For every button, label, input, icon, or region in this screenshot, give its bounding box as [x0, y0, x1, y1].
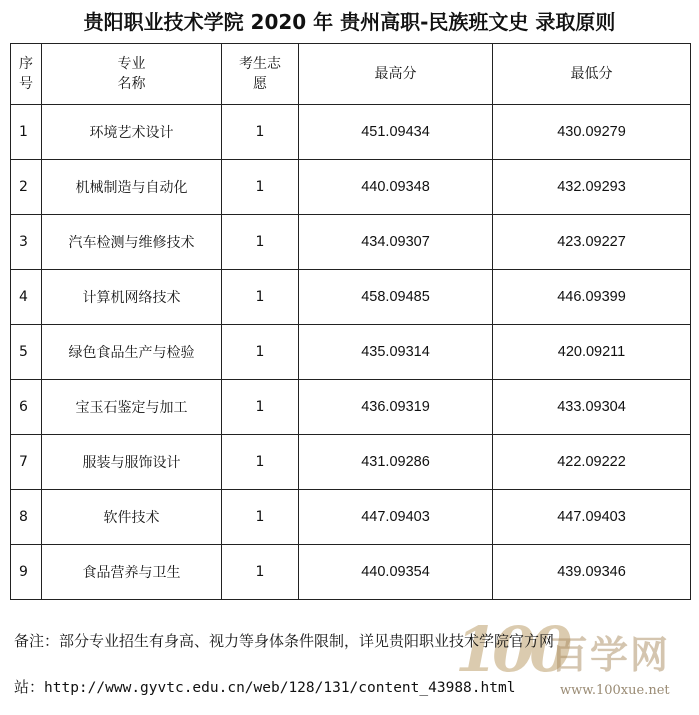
- header-no: [11, 44, 42, 105]
- header-min: 最低分: [493, 44, 691, 105]
- watermark-site-name: 百学网: [550, 633, 671, 677]
- row-major: 软件技术: [42, 490, 222, 545]
- row-min-score: 423.09227: [493, 215, 691, 270]
- table-row: [11, 215, 691, 270]
- row-wish: 1: [222, 380, 299, 435]
- row-major: 绿色食品生产与检验: [42, 325, 222, 380]
- row-min-score: 420.09211: [493, 325, 691, 380]
- admission-table: [10, 43, 691, 600]
- row-wish: 1: [222, 160, 299, 215]
- row-major: 机械制造与自动化: [42, 160, 222, 215]
- note-line2-prefix: 站：: [14, 678, 45, 696]
- row-wish: 1: [222, 325, 299, 380]
- row-min-score: 422.09222: [493, 435, 691, 490]
- row-no: 6: [11, 380, 42, 435]
- row-min-score: 446.09399: [493, 270, 691, 325]
- table-row: [11, 325, 691, 380]
- header-major: [42, 44, 222, 105]
- row-max-score: 435.09314: [299, 325, 493, 380]
- row-no: 7: [11, 435, 42, 490]
- row-max-score: 431.09286: [299, 435, 493, 490]
- row-wish: 1: [222, 270, 299, 325]
- table-row: [11, 490, 691, 545]
- watermark-url: www.100xue.net: [560, 683, 670, 698]
- row-max-score: 436.09319: [299, 380, 493, 435]
- note-line1: 备注：部分专业招生有身高、视力等身体条件限制，详见贵阳职业技术学院官方网: [14, 632, 555, 650]
- header-max: 最高分: [299, 44, 493, 105]
- header-major-line1: 专业: [117, 56, 146, 72]
- table-row: [11, 380, 691, 435]
- page-title: 贵阳职业技术学院 2020 年 贵州高职-民族班文史 录取原则: [83, 10, 616, 34]
- table-row: [11, 435, 691, 490]
- watermark-logo: 100: [455, 613, 567, 686]
- row-max-score: 447.09403: [299, 490, 493, 545]
- table-row: [11, 160, 691, 215]
- row-max-score: 458.09485: [299, 270, 493, 325]
- row-no: 4: [11, 270, 42, 325]
- row-min-score: 433.09304: [493, 380, 691, 435]
- row-no: 3: [11, 215, 42, 270]
- official-url-link[interactable]: http://www.gyvtc.edu.cn/web/128/131/content_43988.html: [44, 680, 516, 696]
- row-min-score: 430.09279: [493, 105, 691, 160]
- header-wish-line1: 考生志: [239, 56, 281, 72]
- row-min-score: 439.09346: [493, 545, 691, 600]
- table-header-row: [11, 44, 691, 105]
- row-no: 9: [11, 545, 42, 600]
- row-min-score: 447.09403: [493, 490, 691, 545]
- row-major: 计算机网络技术: [42, 270, 222, 325]
- note-line2: [14, 676, 515, 697]
- row-major: 食品营养与卫生: [42, 545, 222, 600]
- row-wish: 1: [222, 435, 299, 490]
- row-max-score: 451.09434: [299, 105, 493, 160]
- row-max-score: 440.09348: [299, 160, 493, 215]
- row-no: 2: [11, 160, 42, 215]
- row-major: 汽车检测与维修技术: [42, 215, 222, 270]
- header-no-line2: 号: [19, 76, 33, 92]
- row-min-score: 432.09293: [493, 160, 691, 215]
- row-major: 服装与服饰设计: [42, 435, 222, 490]
- table-row: [11, 105, 691, 160]
- table-row: [11, 270, 691, 325]
- row-no: 8: [11, 490, 42, 545]
- header-no-line1: 序: [19, 56, 33, 72]
- row-wish: 1: [222, 545, 299, 600]
- row-no: 5: [11, 325, 42, 380]
- header-wish-line2: 愿: [253, 76, 267, 92]
- row-wish: 1: [222, 215, 299, 270]
- row-wish: 1: [222, 105, 299, 160]
- table-row: [11, 545, 691, 600]
- header-major-line2: 名称: [117, 76, 146, 92]
- row-major: 宝玉石鉴定与加工: [42, 380, 222, 435]
- row-wish: 1: [222, 490, 299, 545]
- row-no: 1: [11, 105, 42, 160]
- row-max-score: 440.09354: [299, 545, 493, 600]
- row-max-score: 434.09307: [299, 215, 493, 270]
- row-major: 环境艺术设计: [42, 105, 222, 160]
- header-wish: [222, 44, 299, 105]
